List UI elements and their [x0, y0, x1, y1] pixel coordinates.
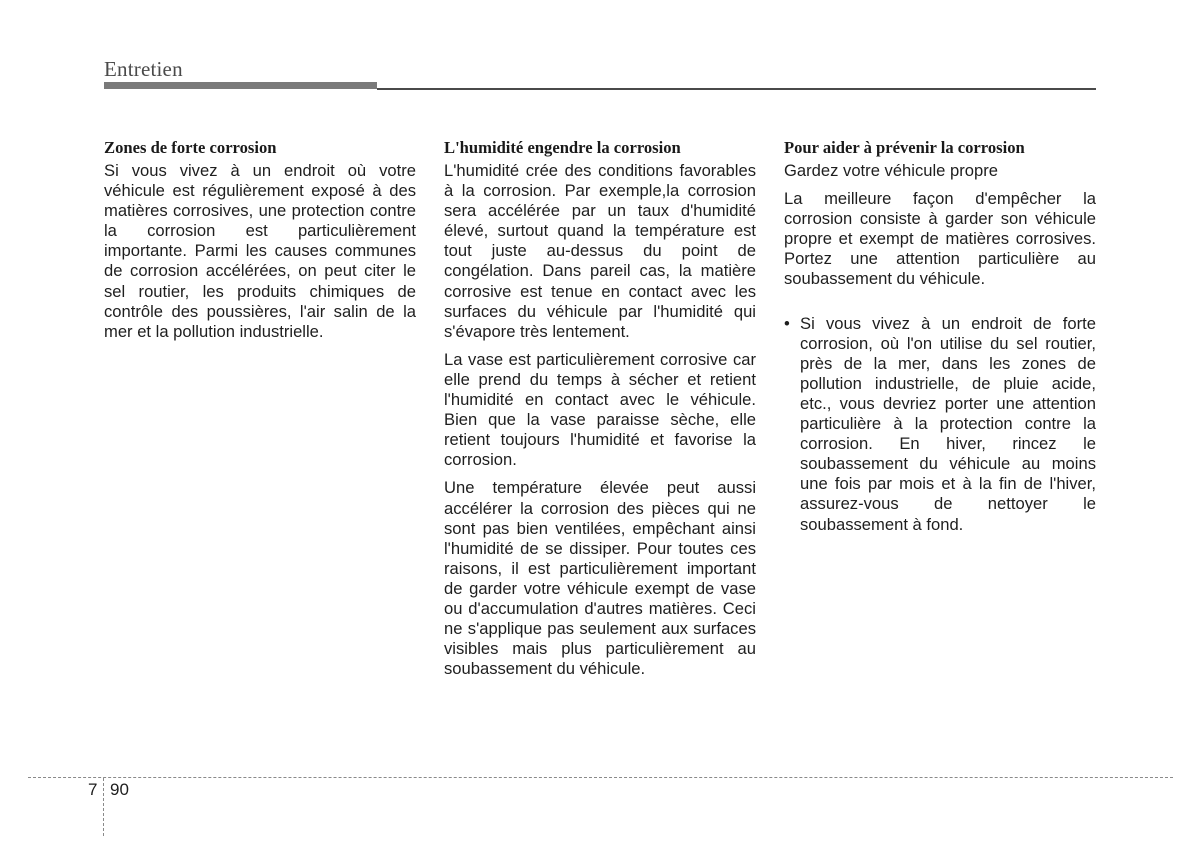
subheading-keep-vehicle-clean: Gardez votre véhicule propre — [784, 161, 998, 180]
footer-dashed-rule — [28, 777, 1173, 778]
section-title: Entretien — [104, 57, 183, 81]
paragraph: La meilleure façon d'empêcher la corrosion consiste à garder son véhicule propre et exempt de matières corrosives. Portez une attention particulière au soubassement du véhicule. — [784, 189, 1096, 289]
bullet-text: Si vous vivez à un endroit de forte corrosion, où l'on utilise du sel routier, près de la mer, dans les zones de pollution industrielle, de pluie acide, etc., vous devriez porter une attention particulière à la protection contre la corrosion. En hiver, rincez le soubassement du véhicule au moins une fois par mois et à la fin de l'hiver, assurez-vous de nettoyer le soubassement à fond. — [800, 313, 1096, 534]
chapter-number: 7 — [88, 780, 98, 799]
column-high-corrosion-areas — [104, 138, 416, 350]
header-rule-thin — [377, 88, 1096, 90]
column-prevent-corrosion — [784, 138, 1096, 535]
heading-high-corrosion-areas: Zones de forte corrosion — [104, 138, 277, 157]
bullet-icon: • — [784, 313, 790, 333]
paragraph: La vase est particulièrement corrosive car elle prend du temps à sécher et retient l'humidité en contact avec le véhicule. Bien que la vase paraisse sèche, elle retient toujours l'humidité et favorise la corrosion. — [444, 349, 756, 470]
bullet-item — [784, 314, 1096, 535]
paragraph: Si vous vivez à un endroit où votre véhicule est régulièrement exposé à des matières corrosives, une protection contre la corrosion est particulièrement importante. Parmi les causes communes de corrosion accélérées, on peut citer le sel routier, les produits chimiques de contrôle des poussières, l'air salin de la mer et la pollution industrielle. — [104, 161, 416, 341]
paragraph: Une température élevée peut aussi accélérer la corrosion des pièces qui ne sont pas bien ventilées, empêchant ainsi l'humidité de se dissiper. Pour toutes ces raisons, il est particulièrement important de garder votre véhicule exempt de vase ou d'accumulation d'autres matières. Ceci ne s'applique pas seulement aux surfaces visibles mais plus particulièrement au soubassement du véhicule. — [444, 478, 756, 679]
heading-prevent-corrosion: Pour aider à prévenir la corrosion — [784, 138, 1025, 157]
page-number: 90 — [110, 780, 129, 799]
footer-dashed-divider — [103, 778, 104, 836]
heading-humidity-corrosion: L'humidité engendre la corrosion — [444, 138, 681, 157]
header-rule-thick — [104, 82, 377, 89]
paragraph: L'humidité crée des conditions favorables à la corrosion. Par exemple,la corrosion sera accélérée par un taux d'humidité élevé, surtout quand la température est tout juste au-dessus du point de congélation. Dans pareil cas, la matière corrosive est tenue en contact avec les surfaces du véhicule par l'humidité qui s'évapore très lentement. — [444, 161, 756, 341]
column-humidity-corrosion — [444, 138, 756, 687]
